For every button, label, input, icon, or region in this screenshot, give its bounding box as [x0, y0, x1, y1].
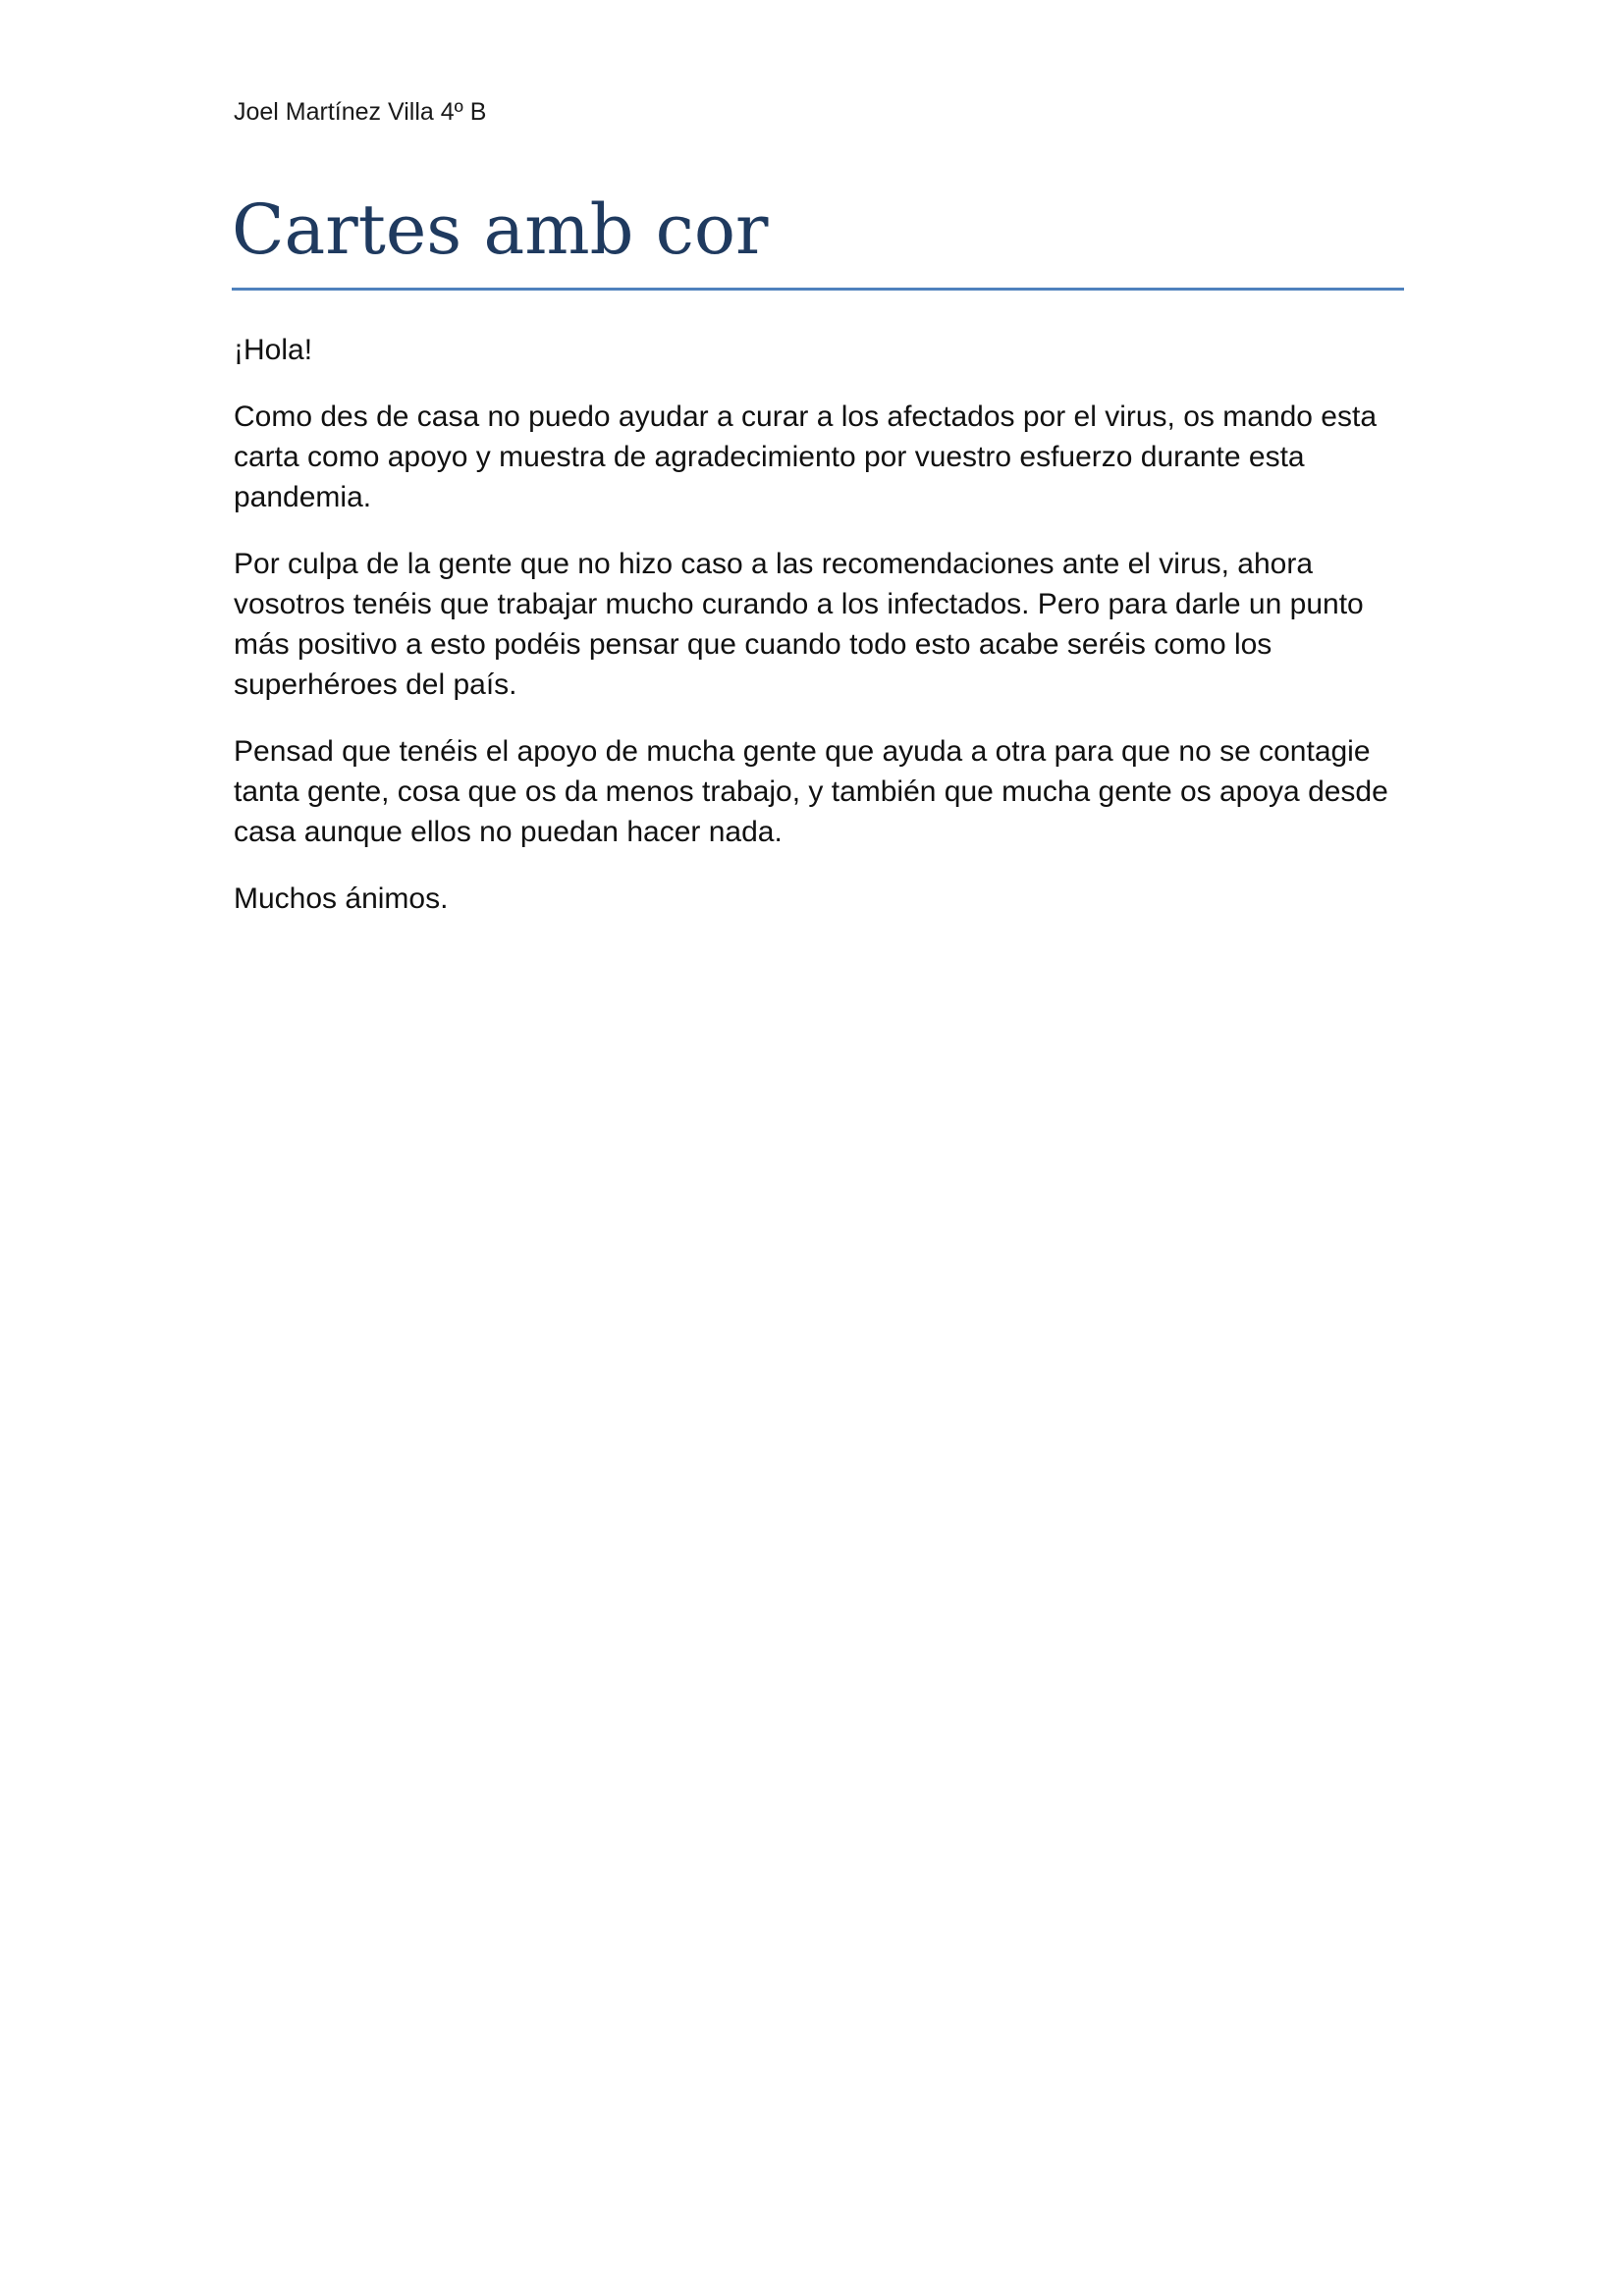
greeting-paragraph: ¡Hola!	[234, 334, 313, 366]
letter-body	[234, 330, 1412, 945]
author-header: Joel Martínez Villa 4º B	[234, 98, 487, 126]
body-paragraph: Por culpa de la gente que no hizo caso a las recomendaciones ante el virus, ahora vosotros tenéis que trabajar mucho curando a los infectados. Pero para darle un punto más positivo a esto podéis pensar que cuando todo esto acabe seréis como los superhéroes del país.	[234, 548, 1364, 701]
title-underline-divider	[232, 288, 1404, 291]
body-paragraph: Como des de casa no puedo ayudar a curar a los afectados por el virus, os mando esta carta como apoyo y muestra de agradecimiento por vuestro esfuerzo durante esta pandemia.	[234, 400, 1378, 513]
closing-paragraph: Muchos ánimos.	[234, 882, 449, 915]
body-paragraph: Pensad que tenéis el apoyo de mucha gente que ayuda a otra para que no se contagie tanta gente, cosa que os da menos trabajo, y también que mucha gente os apoya desde casa aunque ellos no puedan hacer nada.	[234, 735, 1388, 848]
document-title: Cartes amb cor	[232, 189, 769, 270]
